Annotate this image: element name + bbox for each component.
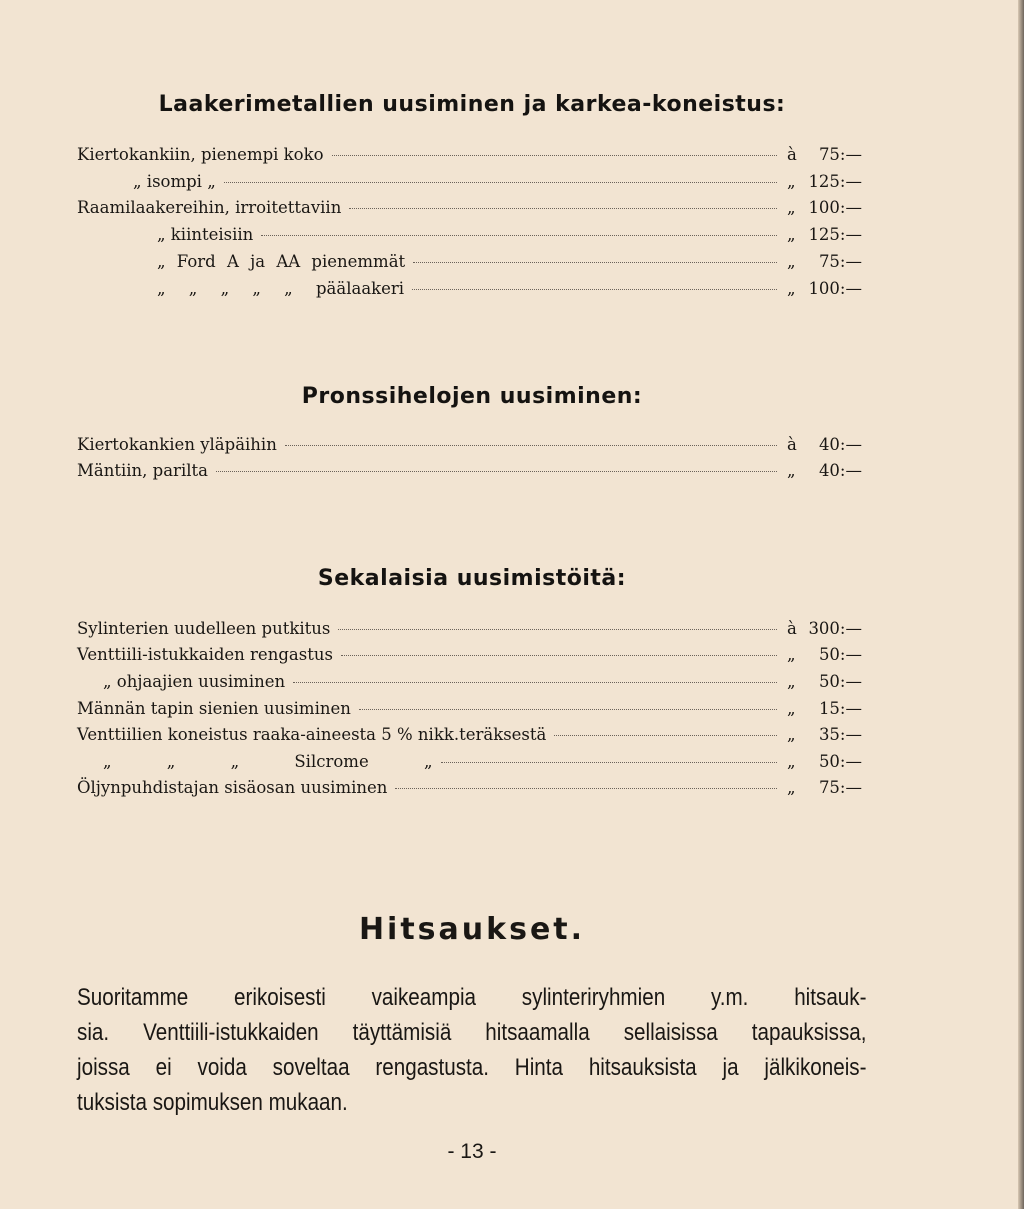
dot-leader xyxy=(216,471,777,472)
price-row xyxy=(77,172,862,194)
price-row xyxy=(77,461,862,483)
dot-leader xyxy=(285,445,777,446)
item-label: Venttiilien koneistus raaka-aineesta 5 % nikk.teräksestä xyxy=(77,725,547,744)
price-row xyxy=(77,672,862,694)
price-row xyxy=(77,198,862,220)
welding-heading: Hitsaukset. xyxy=(358,912,586,947)
item-label: „ Ford A ja AA pienemmät xyxy=(157,252,406,271)
price-row xyxy=(77,252,862,274)
dot-leader xyxy=(412,289,777,290)
item-label: „ isompi „ xyxy=(133,172,216,191)
item-price: 40:— xyxy=(818,435,862,454)
dot-leader xyxy=(554,735,777,736)
dot-leader xyxy=(341,655,777,656)
item-label: „ ohjaajien uusiminen xyxy=(103,672,286,691)
item-label: „ „ „ „ „ päälaakeri xyxy=(157,279,405,298)
price-prefix: „ xyxy=(787,198,796,217)
section-heading-bronze-bushings: Pronssihelojen uusiminen: xyxy=(301,384,643,409)
item-label: Öljynpuhdistajan sisäosan uusiminen xyxy=(77,778,388,797)
price-prefix: „ xyxy=(787,252,796,271)
page-number: - 13 - xyxy=(447,1140,497,1163)
item-price: 75:— xyxy=(818,778,862,797)
price-prefix: „ xyxy=(787,225,796,244)
price-prefix: „ xyxy=(787,778,796,797)
item-price: 100:— xyxy=(808,279,862,298)
dot-leader xyxy=(332,155,777,156)
price-prefix: „ xyxy=(787,725,796,744)
price-prefix: „ xyxy=(787,672,796,691)
dot-leader xyxy=(413,262,777,263)
dot-leader xyxy=(261,235,777,236)
dot-leader xyxy=(395,788,777,789)
item-price: 40:— xyxy=(818,461,862,480)
item-price: 75:— xyxy=(818,145,862,164)
dot-leader xyxy=(338,629,777,630)
price-row xyxy=(77,225,862,247)
dot-leader xyxy=(359,709,777,710)
item-label: „ kiinteisiin xyxy=(157,225,254,244)
item-price: 50:— xyxy=(818,645,862,664)
price-row xyxy=(77,645,862,667)
item-label: „ „ „ Silcrome „ xyxy=(103,752,433,771)
price-prefix: „ xyxy=(787,752,796,771)
price-prefix: à xyxy=(787,619,797,638)
section-heading-bearing-metals: Laakerimetallien uusiminen ja karkea-koneistus: xyxy=(158,92,786,117)
dot-leader xyxy=(441,762,777,763)
item-price: 35:— xyxy=(818,725,862,744)
item-price: 125:— xyxy=(808,225,862,244)
item-label: Venttiili-istukkaiden rengastus xyxy=(77,645,333,664)
item-price: 125:— xyxy=(808,172,862,191)
section-heading-misc-renewals: Sekalaisia uusimistöitä: xyxy=(317,566,627,591)
price-prefix: à xyxy=(787,435,797,454)
item-price: 50:— xyxy=(818,752,862,771)
price-prefix: „ xyxy=(787,645,796,664)
price-row xyxy=(77,699,862,721)
item-price: 75:— xyxy=(818,252,862,271)
welding-paragraph xyxy=(77,980,866,1120)
price-prefix: „ xyxy=(787,172,796,191)
item-label: Kiertokankiin, pienempi koko xyxy=(77,145,324,164)
paragraph-line: Suoritamme erikoisesti vaikeampia sylinteriryhmien y.m. hitsauk- xyxy=(77,984,867,1011)
price-row xyxy=(77,752,862,774)
dot-leader xyxy=(293,682,777,683)
price-row xyxy=(77,778,862,800)
item-label: Mäntiin, parilta xyxy=(77,461,208,480)
item-label: Männän tapin sienien uusiminen xyxy=(77,699,351,718)
price-prefix: „ xyxy=(787,699,796,718)
dot-leader xyxy=(349,208,777,209)
price-row xyxy=(77,435,862,457)
price-prefix: „ xyxy=(787,461,796,480)
dot-leader xyxy=(224,182,777,183)
paragraph-line: tuksista sopimuksen mukaan. xyxy=(77,1089,348,1116)
item-price: 100:— xyxy=(808,198,862,217)
paragraph-line: sia. Venttiili-istukkaiden täyttämisiä hitsaamalla sellaisissa tapauksissa, xyxy=(77,1019,867,1046)
price-row xyxy=(77,145,862,167)
item-price: 300:— xyxy=(808,619,862,638)
item-price: 50:— xyxy=(818,672,862,691)
paragraph-line: joissa ei voida soveltaa rengastusta. Hinta hitsauksista ja jälkikoneis- xyxy=(77,1054,867,1081)
price-row xyxy=(77,279,862,301)
item-label: Kiertokankien yläpäihin xyxy=(77,435,277,454)
price-prefix: à xyxy=(787,145,797,164)
item-label: Sylinterien uudelleen putkitus xyxy=(77,619,331,638)
item-label: Raamilaakereihin, irroitettaviin xyxy=(77,198,342,217)
price-row xyxy=(77,619,862,641)
page-edge xyxy=(1018,0,1024,1209)
price-row xyxy=(77,725,862,747)
item-price: 15:— xyxy=(818,699,862,718)
price-prefix: „ xyxy=(787,279,796,298)
